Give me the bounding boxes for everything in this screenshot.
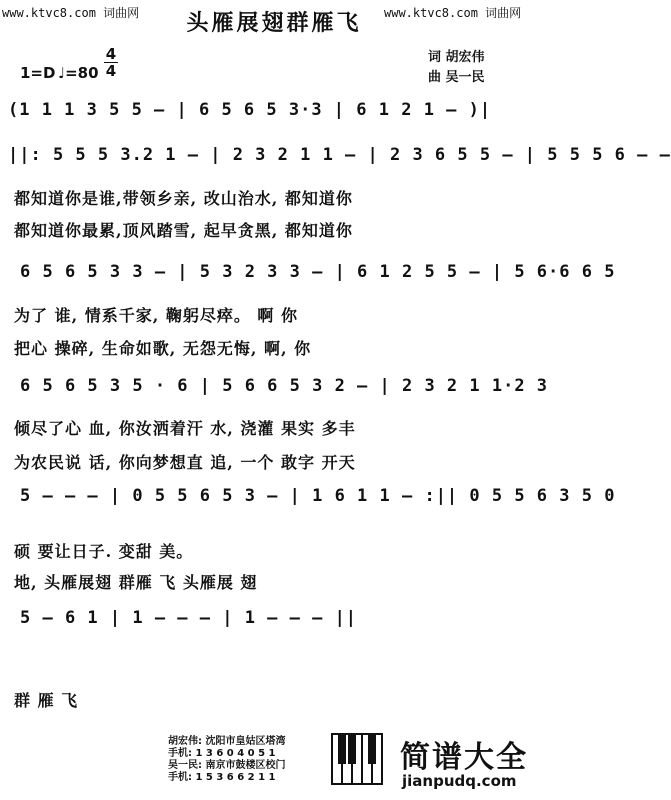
- time-signature-top: 4: [105, 45, 117, 63]
- composer-credit: 曲 吴一民: [428, 70, 485, 85]
- footer-line-4: 手机: 1 5 3 6 6 2 1 1: [168, 772, 276, 783]
- lyric-line-3: 为了 谁, 情系千家, 鞠躬尽瘁。 啊 你: [14, 306, 298, 325]
- key-signature: 1=D: [20, 64, 56, 82]
- logo-name: 简谱大全: [400, 740, 528, 775]
- time-signature: [104, 46, 118, 79]
- piano-keys-icon: [332, 734, 382, 784]
- time-signature-bottom: 4: [105, 62, 117, 80]
- lyricist-credit: 词 胡宏伟: [428, 50, 485, 65]
- footer-line-1: 胡宏伟: 沈阳市皇姑区塔湾: [168, 736, 286, 747]
- site-logo: [330, 730, 540, 794]
- lyric-line-4: 把心 操碎, 生命如歌, 无怨无悔, 啊, 你: [14, 339, 312, 358]
- score-row-2: ||: 5 5 5 3.2 1 — | 2 3 2 1 1 — | 2 3 6 5 5 — | 5 5 5 6 — —: [8, 145, 671, 165]
- site-watermark-left: www.ktvc8.com 词曲网: [2, 6, 140, 20]
- footer-line-2: 手机: 1 3 6 0 4 0 5 1: [168, 748, 276, 759]
- score-row-3: 6 5 6 5 3 3 — | 5 3 2 3 3 — | 6 1 2 5 5 — | 5 6·6 6 5: [20, 262, 616, 282]
- song-title: 头雁展翅群雁飞: [186, 11, 362, 36]
- lyric-line-6: 为农民说 话, 你向梦想直 追, 一个 敢字 开天: [14, 453, 356, 472]
- site-watermark-right: www.ktvc8.com 词曲网: [384, 6, 522, 20]
- logo-url: jianpudq.com: [402, 772, 517, 790]
- lyric-line-1: 都知道你是谁,带领乡亲, 改山治水, 都知道你: [14, 189, 353, 208]
- lyric-line-7: 硕 要让日子. 变甜 美。: [14, 542, 194, 561]
- score-row-6: 5 — 6 1 | 1 — — — | 1 — — — ||: [20, 608, 358, 628]
- lyric-line-5: 倾尽了心 血, 你汝洒着汗 水, 浇灌 果实 多丰: [14, 419, 356, 438]
- footer-line-3: 吴一民: 南京市鼓楼区校门: [168, 760, 286, 771]
- lyric-line-9: 群 雁 飞: [14, 691, 79, 710]
- lyric-line-2: 都知道你最累,顶风踏雪, 起早贪黑, 都知道你: [14, 221, 353, 240]
- score-row-5: 5 — — — | 0 5 5 6 5 3 — | 1 6 1 1 — :|| 0 5 5 6 3 5 0: [20, 486, 616, 506]
- score-row-4: 6 5 6 5 3 5 · 6 | 5 6 6 5 3 2 — | 2 3 2 1 1·2 3: [20, 376, 549, 396]
- tempo-marking: ♩=80: [58, 64, 99, 82]
- score-row-1: (1 1 1 3 5 5 — | 6 5 6 5 3·3 | 6 1 2 1 — )|: [8, 100, 492, 120]
- lyric-line-8: 地, 头雁展翅 群雁 飞 头雁展 翅: [14, 573, 258, 592]
